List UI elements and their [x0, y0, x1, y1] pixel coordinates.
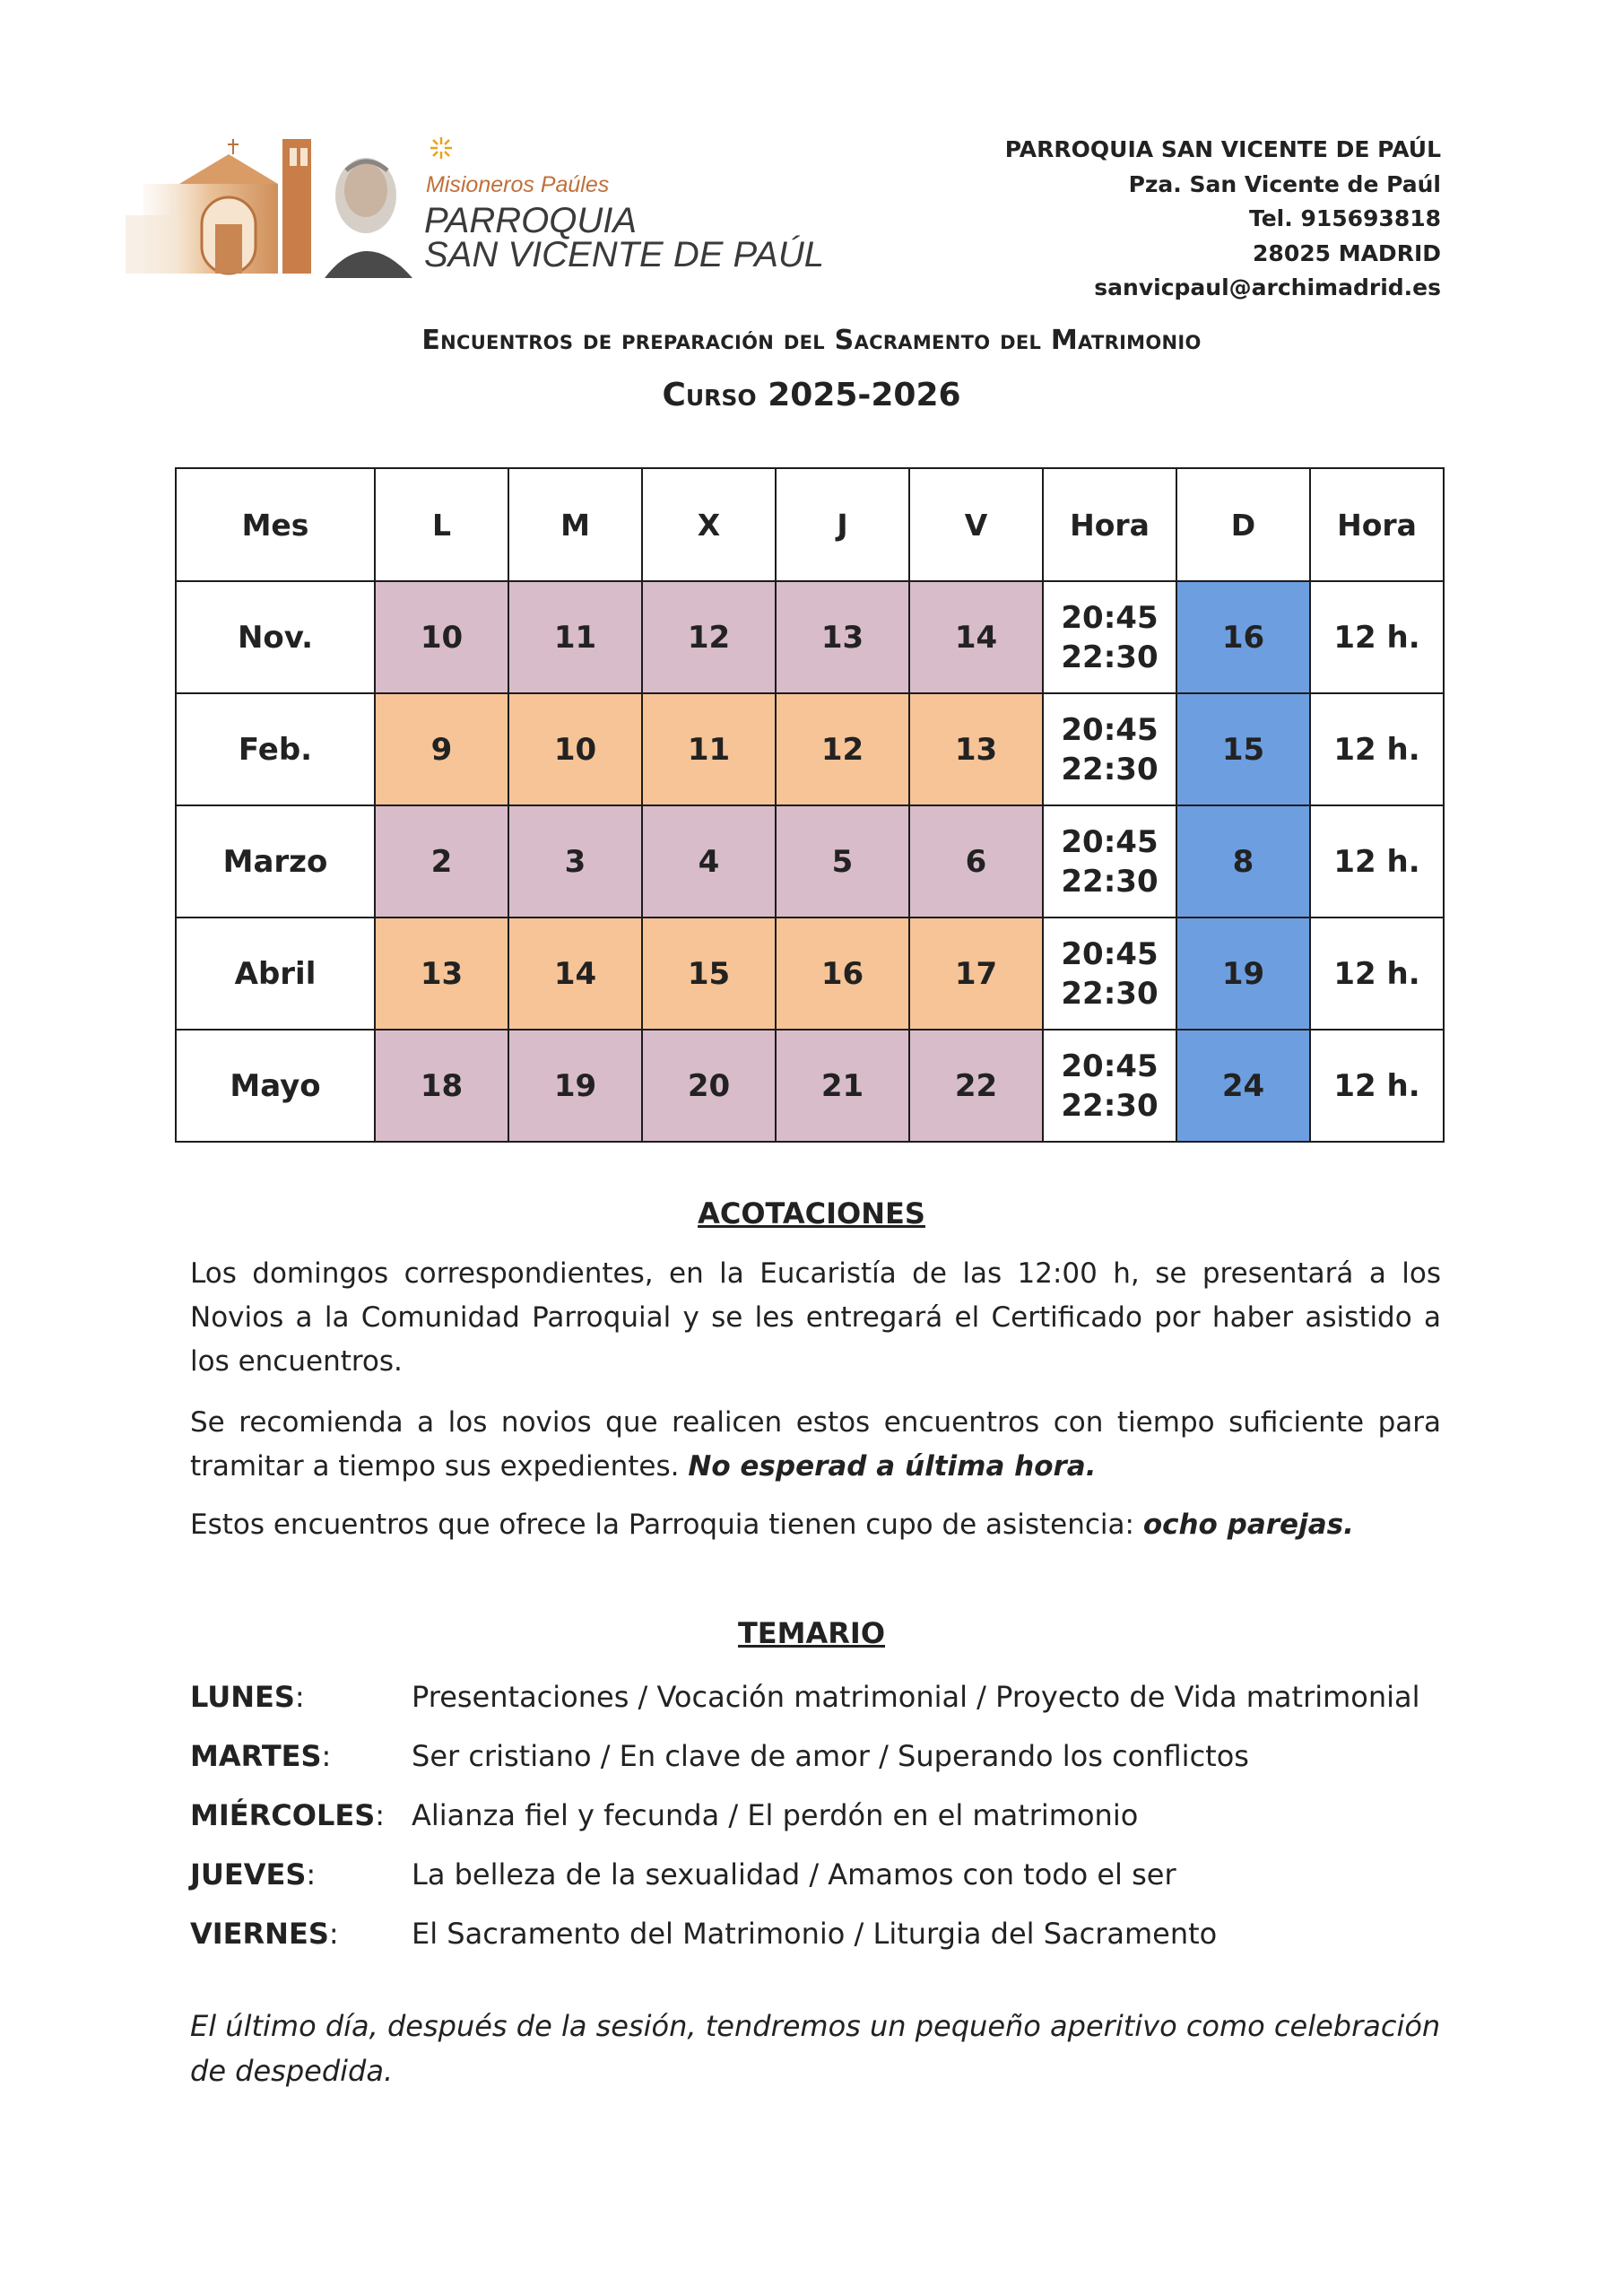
table-row — [176, 581, 1444, 693]
acotaciones-paragraph-3-emphasis: ocho parejas. — [1142, 1509, 1354, 1541]
month-cell: Marzo — [176, 805, 375, 918]
contact-city: 28025 MADRID — [1253, 239, 1441, 266]
sunday-hour-cell: 12 h. — [1310, 581, 1444, 693]
star-emblem-icon — [428, 135, 455, 161]
acotaciones-paragraph-2 — [190, 1401, 1441, 1489]
sunday-hour-cell: 12 h. — [1310, 1030, 1444, 1142]
day-cell: 13 — [776, 581, 909, 693]
sunday-hour-cell: 12 h. — [1310, 805, 1444, 918]
day-cell: 16 — [776, 918, 909, 1030]
course-title: Curso 2025-2026 — [662, 377, 961, 413]
hour-end: 22:30 — [1061, 863, 1159, 900]
list-item — [190, 1680, 1463, 1725]
logo-parish-line1: PARROQUIA — [424, 201, 638, 240]
temario-day: VIERNES: — [190, 1917, 339, 1951]
sunday-hour-cell: 12 h. — [1310, 918, 1444, 1030]
header-month: Mes — [176, 468, 375, 581]
sunday-hour-cell: 12 h. — [1310, 693, 1444, 805]
list-item — [190, 1857, 1463, 1902]
acotaciones-paragraph-3-text: Estos encuentros que ofrece la Parroquia tienen cupo de asistencia: — [190, 1509, 1134, 1541]
acotaciones-paragraph-2-text: Se recomienda a los novios que realicen estos encuentros con tiempo suficiente para tramitar a tiempo sus expedientes. — [190, 1406, 1441, 1483]
list-item — [190, 1739, 1463, 1784]
day-cell: 15 — [642, 918, 776, 1030]
contact-address: Pza. San Vicente de Paúl — [1128, 170, 1441, 197]
hour-start: 20:45 — [1061, 711, 1159, 748]
acotaciones-paragraph-1: Los domingos correspondientes, en la Eucaristía de las 12:00 h, se presentará a los Novios a la Comunidad Parroquial y se les entregará el Certificado por haber asistido a los encuentros. — [190, 1257, 1441, 1378]
hour-end: 22:30 — [1061, 639, 1159, 675]
table-row — [176, 918, 1444, 1030]
hour-cell — [1043, 805, 1176, 918]
hour-cell — [1043, 693, 1176, 805]
temario-day-label: LUNES — [190, 1680, 295, 1714]
hour-start: 20:45 — [1061, 823, 1159, 860]
sunday-cell: 19 — [1176, 918, 1310, 1030]
header-friday: V — [909, 468, 1043, 581]
temario-day: MIÉRCOLES: — [190, 1798, 386, 1832]
temario-day-label: MIÉRCOLES — [190, 1798, 376, 1832]
hour-end: 22:30 — [1061, 975, 1159, 1012]
sunday-cell: 8 — [1176, 805, 1310, 918]
closing-note: El último día, después de la sesión, tendremos un pequeño aperitivo como celebración de despedida. — [190, 2009, 1441, 2088]
table-header-row — [176, 468, 1444, 581]
day-cell: 13 — [375, 918, 508, 1030]
sunday-cell: 16 — [1176, 581, 1310, 693]
header-sunday-hour: Hora — [1310, 468, 1444, 581]
acotaciones-paragraph-2-emphasis: No esperad a última hora. — [688, 1450, 1097, 1483]
table-row — [176, 805, 1444, 918]
acotaciones-heading: ACOTACIONES — [698, 1196, 925, 1231]
day-cell: 5 — [776, 805, 909, 918]
hour-end: 22:30 — [1061, 751, 1159, 787]
hour-cell — [1043, 581, 1176, 693]
day-cell: 2 — [375, 805, 508, 918]
temario-day-label: JUEVES — [190, 1857, 307, 1892]
contact-block — [1005, 133, 1441, 306]
temario-topic: La belleza de la sexualidad / Amamos con todo el ser — [412, 1857, 1176, 1892]
day-cell: 11 — [642, 693, 776, 805]
hour-end: 22:30 — [1061, 1087, 1159, 1124]
header-hour: Hora — [1043, 468, 1176, 581]
header-sunday: D — [1176, 468, 1310, 581]
day-cell: 21 — [776, 1030, 909, 1142]
contact-phone: Tel. 915693818 — [1248, 205, 1441, 231]
temario-topic: Presentaciones / Vocación matrimonial / Proyecto de Vida matrimonial — [412, 1680, 1420, 1714]
temario-topic: Ser cristiano / En clave de amor / Superando los conflictos — [412, 1739, 1249, 1773]
month-cell: Mayo — [176, 1030, 375, 1142]
contact-email[interactable]: sanvicpaul@archimadrid.es — [1094, 274, 1441, 300]
day-cell: 10 — [508, 693, 642, 805]
temario-day-label: VIERNES — [190, 1917, 329, 1951]
temario-topic: El Sacramento del Matrimonio / Liturgia del Sacramento — [412, 1917, 1218, 1951]
day-cell: 14 — [909, 581, 1043, 693]
day-cell: 12 — [776, 693, 909, 805]
hour-cell — [1043, 918, 1176, 1030]
meetings-calendar-table — [175, 467, 1445, 1143]
day-cell: 20 — [642, 1030, 776, 1142]
day-cell: 22 — [909, 1030, 1043, 1142]
day-cell: 10 — [375, 581, 508, 693]
temario-day: JUEVES: — [190, 1857, 317, 1892]
day-cell: 11 — [508, 581, 642, 693]
day-cell: 4 — [642, 805, 776, 918]
sunday-cell: 24 — [1176, 1030, 1310, 1142]
day-cell: 3 — [508, 805, 642, 918]
list-item — [190, 1798, 1463, 1843]
month-cell: Abril — [176, 918, 375, 1030]
hour-start: 20:45 — [1061, 1048, 1159, 1084]
header-tuesday: M — [508, 468, 642, 581]
hour-start: 20:45 — [1061, 935, 1159, 972]
temario-heading: TEMARIO — [737, 1616, 886, 1650]
parish-logo — [126, 135, 825, 278]
day-cell: 19 — [508, 1030, 642, 1142]
list-item — [190, 1917, 1463, 1961]
temario-day: LUNES: — [190, 1680, 305, 1714]
day-cell: 18 — [375, 1030, 508, 1142]
logo-order-name: Misioneros Paúles — [426, 172, 610, 197]
hour-start: 20:45 — [1061, 599, 1159, 636]
header-monday: L — [375, 468, 508, 581]
temario-day: MARTES: — [190, 1739, 332, 1773]
sunday-cell: 15 — [1176, 693, 1310, 805]
temario-day-label: MARTES — [190, 1739, 322, 1773]
temario-topic: Alianza fiel y fecunda / El perdón en el matrimonio — [412, 1798, 1139, 1832]
table-row — [176, 693, 1444, 805]
day-cell: 13 — [909, 693, 1043, 805]
table-row — [176, 1030, 1444, 1142]
month-cell: Nov. — [176, 581, 375, 693]
acotaciones-paragraph-3 — [190, 1503, 1441, 1547]
day-cell: 12 — [642, 581, 776, 693]
header-thursday: J — [776, 468, 909, 581]
header-wednesday: X — [642, 468, 776, 581]
day-cell: 9 — [375, 693, 508, 805]
day-cell: 17 — [909, 918, 1043, 1030]
contact-name: PARROQUIA SAN VICENTE DE PAÚL — [1004, 136, 1441, 162]
hour-cell — [1043, 1030, 1176, 1142]
logo-parish-line2: SAN VICENTE DE PAÚL — [424, 235, 825, 274]
day-cell: 6 — [909, 805, 1043, 918]
church-illustration-icon — [126, 135, 430, 278]
page-title: Encuentros de preparación del Sacramento del Matrimonio — [421, 325, 1202, 356]
month-cell: Feb. — [176, 693, 375, 805]
day-cell: 14 — [508, 918, 642, 1030]
